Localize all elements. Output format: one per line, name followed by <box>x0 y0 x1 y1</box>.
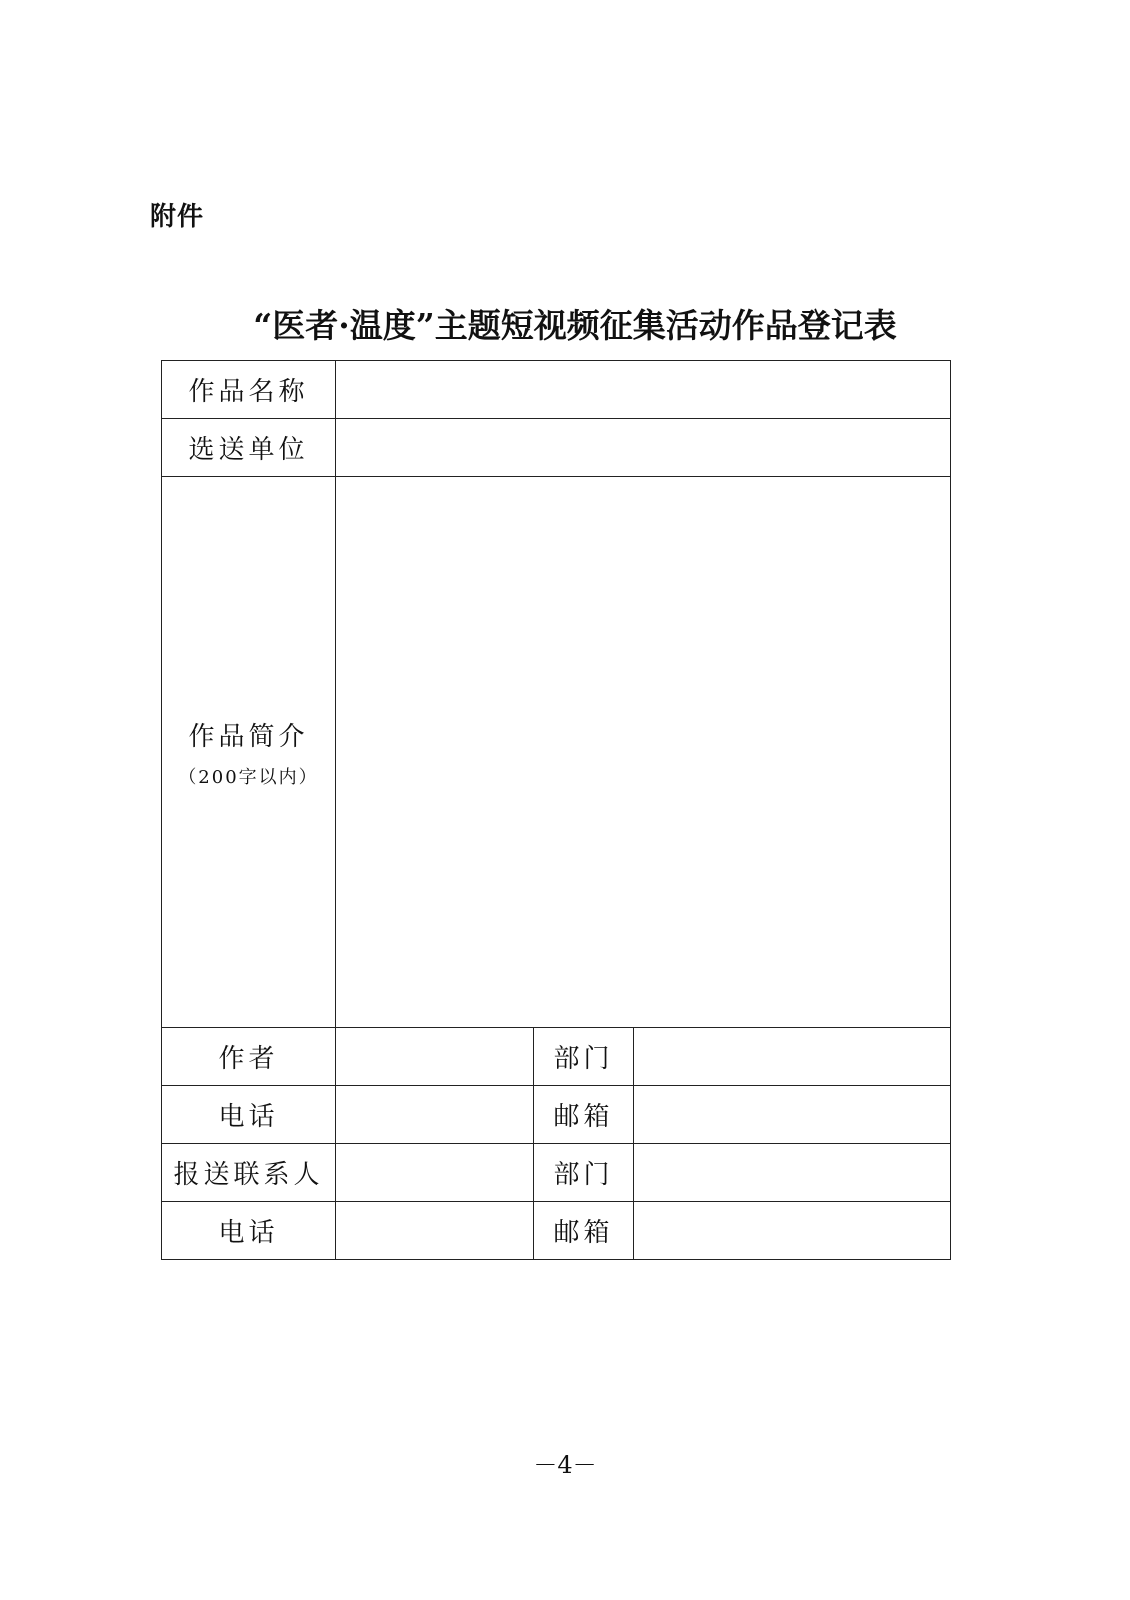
author-label: 作者 <box>162 1028 336 1086</box>
contact-field[interactable] <box>336 1144 534 1202</box>
attachment-label: 附件 <box>150 202 205 232</box>
work-name-label: 作品名称 <box>162 361 336 419</box>
row-contact <box>162 1144 951 1202</box>
author-department-label: 部门 <box>534 1028 634 1086</box>
work-intro-label: 作品简介 <box>188 721 309 752</box>
page-number: －4－ <box>533 1451 597 1479</box>
work-intro-note: （200字以内） <box>178 766 319 788</box>
contact-phone-label: 电话 <box>162 1202 336 1260</box>
row-contact-phone <box>162 1202 951 1260</box>
row-author <box>162 1028 951 1086</box>
submitting-unit-field[interactable] <box>336 419 951 477</box>
row-work-intro <box>162 477 951 1028</box>
author-phone-field[interactable] <box>336 1086 534 1144</box>
work-intro-field[interactable] <box>336 477 951 1028</box>
contact-email-label: 邮箱 <box>534 1202 634 1260</box>
registration-form-table <box>161 360 951 1260</box>
row-submitting-unit <box>162 419 951 477</box>
work-intro-label-cell <box>162 477 336 1028</box>
contact-email-field[interactable] <box>634 1202 951 1260</box>
contact-phone-field[interactable] <box>336 1202 534 1260</box>
author-department-field[interactable] <box>634 1028 951 1086</box>
author-field[interactable] <box>336 1028 534 1086</box>
work-name-field[interactable] <box>336 361 951 419</box>
submitting-unit-label: 选送单位 <box>162 419 336 477</box>
contact-department-label: 部门 <box>534 1144 634 1202</box>
author-email-label: 邮箱 <box>534 1086 634 1144</box>
contact-department-field[interactable] <box>634 1144 951 1202</box>
author-phone-label: 电话 <box>162 1086 336 1144</box>
contact-label: 报送联系人 <box>162 1144 336 1202</box>
author-email-field[interactable] <box>634 1086 951 1144</box>
form-title: “医者·温度”主题短视频征集活动作品登记表 <box>253 306 897 345</box>
row-author-phone <box>162 1086 951 1144</box>
row-work-name <box>162 361 951 419</box>
